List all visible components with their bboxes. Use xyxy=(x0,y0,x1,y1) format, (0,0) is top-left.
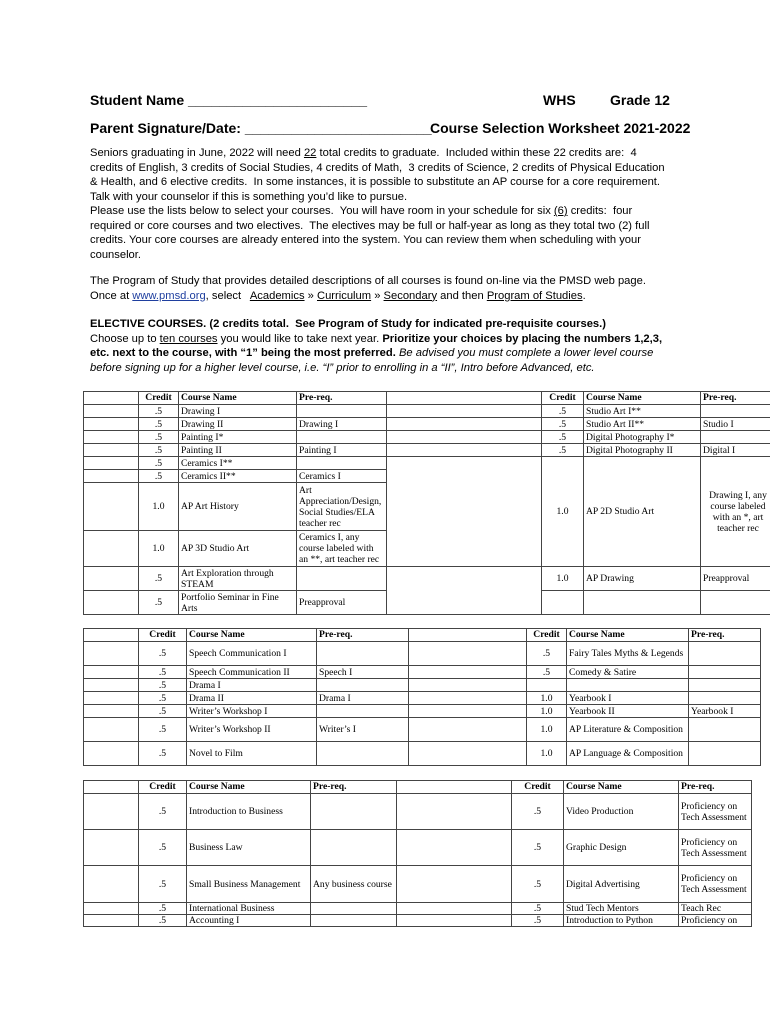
course-header: Course Name xyxy=(567,629,689,642)
credit-header: Credit xyxy=(139,781,187,794)
table-row xyxy=(84,405,770,418)
priority-cell[interactable] xyxy=(397,794,512,830)
priority-cell[interactable] xyxy=(397,915,512,927)
prereq-cell: Proficiency on Tech Assessment xyxy=(679,794,752,830)
priority-cell[interactable] xyxy=(397,866,512,903)
electives-instructions: ELECTIVE COURSES. (2 credits total. See Program of Study for indicated pre-requisite courses.) Choose up to ten courses you would like to take next year. Prioritize your choices by placing the numbers 1,2,3, etc. next to the course, with “1” being the most preferred. Be advised you must complete a lower level course before signing up for a higher level course, i.e. “I” prior to enrolling in a “II”, Intro before Advanced, etc. xyxy=(90,318,663,374)
credit-cell: .5 xyxy=(139,718,187,742)
art-courses-table xyxy=(83,391,770,615)
table-row xyxy=(84,457,770,470)
credit-cell: .5 xyxy=(139,431,179,444)
course-cell: Speech Communication I xyxy=(187,642,317,666)
credit-cell: .5 xyxy=(139,444,179,457)
course-cell: Ceramics I** xyxy=(179,457,297,470)
prereq-cell xyxy=(689,666,761,679)
credit-cell: 1.0 xyxy=(542,457,584,567)
priority-cell[interactable] xyxy=(387,457,542,567)
credit-cell: .5 xyxy=(139,418,179,431)
table-row xyxy=(84,444,770,457)
academics-link[interactable]: Academics xyxy=(249,289,305,302)
course-header: Course Name xyxy=(564,781,679,794)
course-cell: Studio Art I** xyxy=(584,405,701,418)
credit-cell: .5 xyxy=(139,903,187,915)
course-cell: Speech Communication II xyxy=(187,666,317,679)
priority-cell[interactable] xyxy=(397,903,512,915)
prereq-header: Pre-req. xyxy=(689,629,761,642)
school-label: WHS xyxy=(543,92,576,108)
prereq-cell: Drawing I xyxy=(297,418,387,431)
course-cell: Digital Advertising xyxy=(564,866,679,903)
course-cell: AP Art History xyxy=(179,483,297,531)
priority-cell[interactable] xyxy=(84,457,139,470)
electives-heading: ELECTIVE COURSES. (2 credits total. See Program of Study for indicated pre-requisite courses.) xyxy=(90,318,606,330)
credit-cell: 1.0 xyxy=(139,483,179,531)
table-row xyxy=(84,718,761,742)
priority-cell[interactable] xyxy=(84,470,139,483)
prereq-cell xyxy=(317,679,409,692)
prereq-cell xyxy=(701,431,770,444)
credit-cell: .5 xyxy=(139,830,187,866)
prereq-cell: Speech I xyxy=(317,666,409,679)
table-row xyxy=(84,705,761,718)
credit-header: Credit xyxy=(139,629,187,642)
program-of-study-paragraph: The Program of Study that provides detailed descriptions of all courses is found on-line via the PMSD web page. Once at www.pmsd.org, select Academics » Curriculum » Secondary and then Program of Studies. xyxy=(90,275,646,302)
course-cell: Studio Art II** xyxy=(584,418,701,431)
intro-paragraph: Seniors graduating in June, 2022 will need 22 total credits to graduate. Included within these 22 credits are: 4 credits of English, 3 credits of Social Studies, 4 credits of Math, 3 credits of Science, 2 credits of Physical Education & Health, and 6 elective credits. In some instances, it is possible to substitute an AP course for a core requirement. Talk with your counselor if this is something you’d like to pursue. Please use the lists below to select your courses. You will have room in your schedule for six (6) credits: four required or core courses and two electives. The electives may be full or half-year as long as they total two (2) full credits. Your core courses are already entered into the system. You can review them when scheduling with your counselor. xyxy=(90,147,665,261)
course-cell: Business Law xyxy=(187,830,311,866)
course-cell: Drawing II xyxy=(179,418,297,431)
priority-cell[interactable] xyxy=(84,444,139,457)
table-row xyxy=(84,866,752,903)
table-row xyxy=(84,642,761,666)
course-cell: AP 3D Studio Art xyxy=(179,531,297,567)
course-cell: International Business xyxy=(187,903,311,915)
credit-cell: .5 xyxy=(527,642,567,666)
course-header: Course Name xyxy=(187,629,317,642)
course-cell: AP Literature & Composition xyxy=(567,718,689,742)
prereq-cell xyxy=(317,705,409,718)
priority-cell[interactable] xyxy=(84,830,139,866)
priority-cell[interactable] xyxy=(409,666,527,679)
priority-cell[interactable] xyxy=(84,679,139,692)
table-row xyxy=(84,915,752,927)
priority-cell[interactable] xyxy=(409,718,527,742)
prereq-header: Pre-req. xyxy=(679,781,752,794)
prereq-cell: Teach Rec xyxy=(679,903,752,915)
course-cell: Ceramics II** xyxy=(179,470,297,483)
parent-signature-line[interactable]: Parent Signature/Date: ________________________ xyxy=(90,120,432,136)
table-row xyxy=(84,903,752,915)
course-cell: Graphic Design xyxy=(564,830,679,866)
priority-cell[interactable] xyxy=(84,405,139,418)
priority-cell[interactable] xyxy=(84,431,139,444)
credit-cell: .5 xyxy=(139,705,187,718)
priority-cell[interactable] xyxy=(387,567,542,615)
english-courses-table xyxy=(83,628,761,766)
priority-cell[interactable] xyxy=(84,915,139,927)
credit-cell: .5 xyxy=(139,666,187,679)
prereq-cell: Writer’s I xyxy=(317,718,409,742)
priority-cell[interactable] xyxy=(84,742,139,766)
table-row xyxy=(84,431,770,444)
table-row xyxy=(84,666,761,679)
course-cell: Novel to Film xyxy=(187,742,317,766)
credit-cell: .5 xyxy=(512,830,564,866)
secondary-link[interactable]: Secondary xyxy=(383,289,438,302)
curriculum-link[interactable]: Curriculum xyxy=(317,289,372,302)
course-cell: Small Business Management xyxy=(187,866,311,903)
credit-cell: .5 xyxy=(527,666,567,679)
prereq-cell: Digital I xyxy=(701,444,770,457)
course-cell: Fairy Tales Myths & Legends xyxy=(567,642,689,666)
credit-cell: .5 xyxy=(139,642,187,666)
priority-cell[interactable] xyxy=(84,705,139,718)
priority-cell[interactable] xyxy=(387,431,542,444)
prereq-cell xyxy=(311,915,397,927)
course-cell: Drawing I xyxy=(179,405,297,418)
priority-cell[interactable] xyxy=(387,444,542,457)
priority-cell[interactable] xyxy=(84,903,139,915)
priority-cell[interactable] xyxy=(84,531,139,567)
pmsd-link[interactable]: www.pmsd.org xyxy=(132,289,206,302)
course-cell: Painting I* xyxy=(179,431,297,444)
prereq-header: Pre-req. xyxy=(297,392,387,405)
priority-cell[interactable] xyxy=(84,629,139,642)
course-cell: Digital Photography II xyxy=(584,444,701,457)
credit-cell: .5 xyxy=(542,405,584,418)
credit-cell: 1.0 xyxy=(139,531,179,567)
credit-cell: 1.0 xyxy=(527,692,567,705)
credit-cell: .5 xyxy=(512,866,564,903)
prereq-cell: Proficiency on xyxy=(679,915,752,927)
credit-cell: .5 xyxy=(512,915,564,927)
credit-cell: 1.0 xyxy=(527,705,567,718)
credit-cell: .5 xyxy=(139,866,187,903)
priority-cell[interactable] xyxy=(84,642,139,666)
course-cell: Yearbook I xyxy=(567,692,689,705)
credit-cell: .5 xyxy=(139,591,179,615)
prereq-cell xyxy=(297,457,387,470)
priority-cell[interactable] xyxy=(387,392,542,405)
course-cell: Art Exploration through STEAM xyxy=(179,567,297,591)
course-cell: Painting II xyxy=(179,444,297,457)
course-cell: AP Drawing xyxy=(584,567,701,591)
priority-cell[interactable] xyxy=(409,642,527,666)
prereq-cell xyxy=(689,692,761,705)
priority-cell[interactable] xyxy=(84,392,139,405)
credit-cell: .5 xyxy=(139,470,179,483)
prereq-cell: Preapproval xyxy=(297,591,387,615)
course-header: Course Name xyxy=(187,781,311,794)
priority-cell[interactable] xyxy=(84,666,139,679)
prereq-cell xyxy=(297,405,387,418)
prereq-cell: Drama I xyxy=(317,692,409,705)
priority-cell[interactable] xyxy=(84,781,139,794)
prereq-header: Pre-req. xyxy=(701,392,770,405)
priority-cell[interactable] xyxy=(84,567,139,591)
student-name-line[interactable]: Student Name _______________________ xyxy=(90,92,368,108)
table-row xyxy=(84,567,770,591)
priority-cell[interactable] xyxy=(84,794,139,830)
credit-cell: .5 xyxy=(139,679,187,692)
credit-cell: .5 xyxy=(139,457,179,470)
prereq-cell: Art Appreciation/Design, Social Studies/ELA teacher rec xyxy=(297,483,387,531)
course-cell: Introduction to Business xyxy=(187,794,311,830)
table-row xyxy=(84,679,761,692)
prereq-header: Pre-req. xyxy=(311,781,397,794)
priority-cell[interactable] xyxy=(397,781,512,794)
prereq-cell xyxy=(311,903,397,915)
course-cell: Portfolio Seminar in Fine Arts xyxy=(179,591,297,615)
credit-cell: .5 xyxy=(139,915,187,927)
table-row xyxy=(84,742,761,766)
credit-cell: .5 xyxy=(512,794,564,830)
credit-cell: .5 xyxy=(542,431,584,444)
priority-cell[interactable] xyxy=(387,405,542,418)
prereq-cell: Any business course xyxy=(311,866,397,903)
credit-header: Credit xyxy=(139,392,179,405)
priority-cell[interactable] xyxy=(409,692,527,705)
priority-cell[interactable] xyxy=(84,418,139,431)
credit-cell: .5 xyxy=(139,742,187,766)
prereq-cell: Drawing I, any course labeled with an *, art teacher rec xyxy=(701,457,770,567)
credit-cell: 1.0 xyxy=(527,742,567,766)
course-cell: Introduction to Python xyxy=(564,915,679,927)
credit-cell: 1.0 xyxy=(542,567,584,591)
prereq-cell xyxy=(311,830,397,866)
prereq-cell xyxy=(297,431,387,444)
prereq-cell xyxy=(317,742,409,766)
table-row xyxy=(84,794,752,830)
priority-cell[interactable] xyxy=(387,418,542,431)
priority-cell[interactable] xyxy=(409,742,527,766)
priority-cell[interactable] xyxy=(84,866,139,903)
credit-header: Credit xyxy=(542,392,584,405)
prereq-cell: Painting I xyxy=(297,444,387,457)
credit-cell: .5 xyxy=(139,567,179,591)
prereq-cell: Yearbook I xyxy=(689,705,761,718)
prereq-cell xyxy=(689,718,761,742)
prereq-cell: Studio I xyxy=(701,418,770,431)
table-row xyxy=(84,830,752,866)
course-cell: AP 2D Studio Art xyxy=(584,457,701,567)
course-header: Course Name xyxy=(179,392,297,405)
prereq-cell xyxy=(689,742,761,766)
course-cell: Digital Photography I* xyxy=(584,431,701,444)
course-cell: AP Language & Composition xyxy=(567,742,689,766)
course-cell: Accounting I xyxy=(187,915,311,927)
program-of-studies-link[interactable]: Program of Studies xyxy=(486,289,583,302)
credit-cell: .5 xyxy=(542,444,584,457)
course-cell: Writer’s Workshop I xyxy=(187,705,317,718)
prereq-cell: Ceramics I xyxy=(297,470,387,483)
prereq-cell xyxy=(689,642,761,666)
table-row xyxy=(84,692,761,705)
priority-cell[interactable] xyxy=(409,705,527,718)
prereq-cell xyxy=(701,405,770,418)
course-cell: Yearbook II xyxy=(567,705,689,718)
worksheet-title: Course Selection Worksheet 2021-2022 xyxy=(430,120,691,136)
prereq-cell: Proficiency on Tech Assessment xyxy=(679,830,752,866)
credit-cell: 1.0 xyxy=(527,718,567,742)
course-cell: Comedy & Satire xyxy=(567,666,689,679)
priority-cell[interactable] xyxy=(409,629,527,642)
prereq-cell: Ceramics I, any course labeled with an **, art teacher rec xyxy=(297,531,387,567)
prereq-cell: Proficiency on Tech Assessment xyxy=(679,866,752,903)
priority-cell[interactable] xyxy=(84,483,139,531)
grade-label: Grade 12 xyxy=(610,92,670,108)
credit-header: Credit xyxy=(527,629,567,642)
priority-cell[interactable] xyxy=(84,591,139,615)
course-cell: Writer’s Workshop II xyxy=(187,718,317,742)
course-cell: Drama I xyxy=(187,679,317,692)
course-cell: Stud Tech Mentors xyxy=(564,903,679,915)
course-cell: Video Production xyxy=(564,794,679,830)
prereq-header: Pre-req. xyxy=(317,629,409,642)
prereq-cell xyxy=(317,642,409,666)
priority-cell[interactable] xyxy=(397,830,512,866)
prereq-cell xyxy=(297,567,387,591)
credit-cell: .5 xyxy=(139,692,187,705)
table-row xyxy=(84,418,770,431)
priority-cell[interactable] xyxy=(84,718,139,742)
course-header: Course Name xyxy=(584,392,701,405)
credit-cell: .5 xyxy=(139,405,179,418)
prereq-cell: Preapproval xyxy=(701,567,770,591)
credit-cell: .5 xyxy=(542,418,584,431)
credit-header: Credit xyxy=(512,781,564,794)
prereq-cell xyxy=(311,794,397,830)
priority-cell[interactable] xyxy=(84,692,139,705)
course-cell: Drama II xyxy=(187,692,317,705)
credit-cell: .5 xyxy=(512,903,564,915)
credit-cell: .5 xyxy=(139,794,187,830)
business-courses-table xyxy=(83,780,752,927)
